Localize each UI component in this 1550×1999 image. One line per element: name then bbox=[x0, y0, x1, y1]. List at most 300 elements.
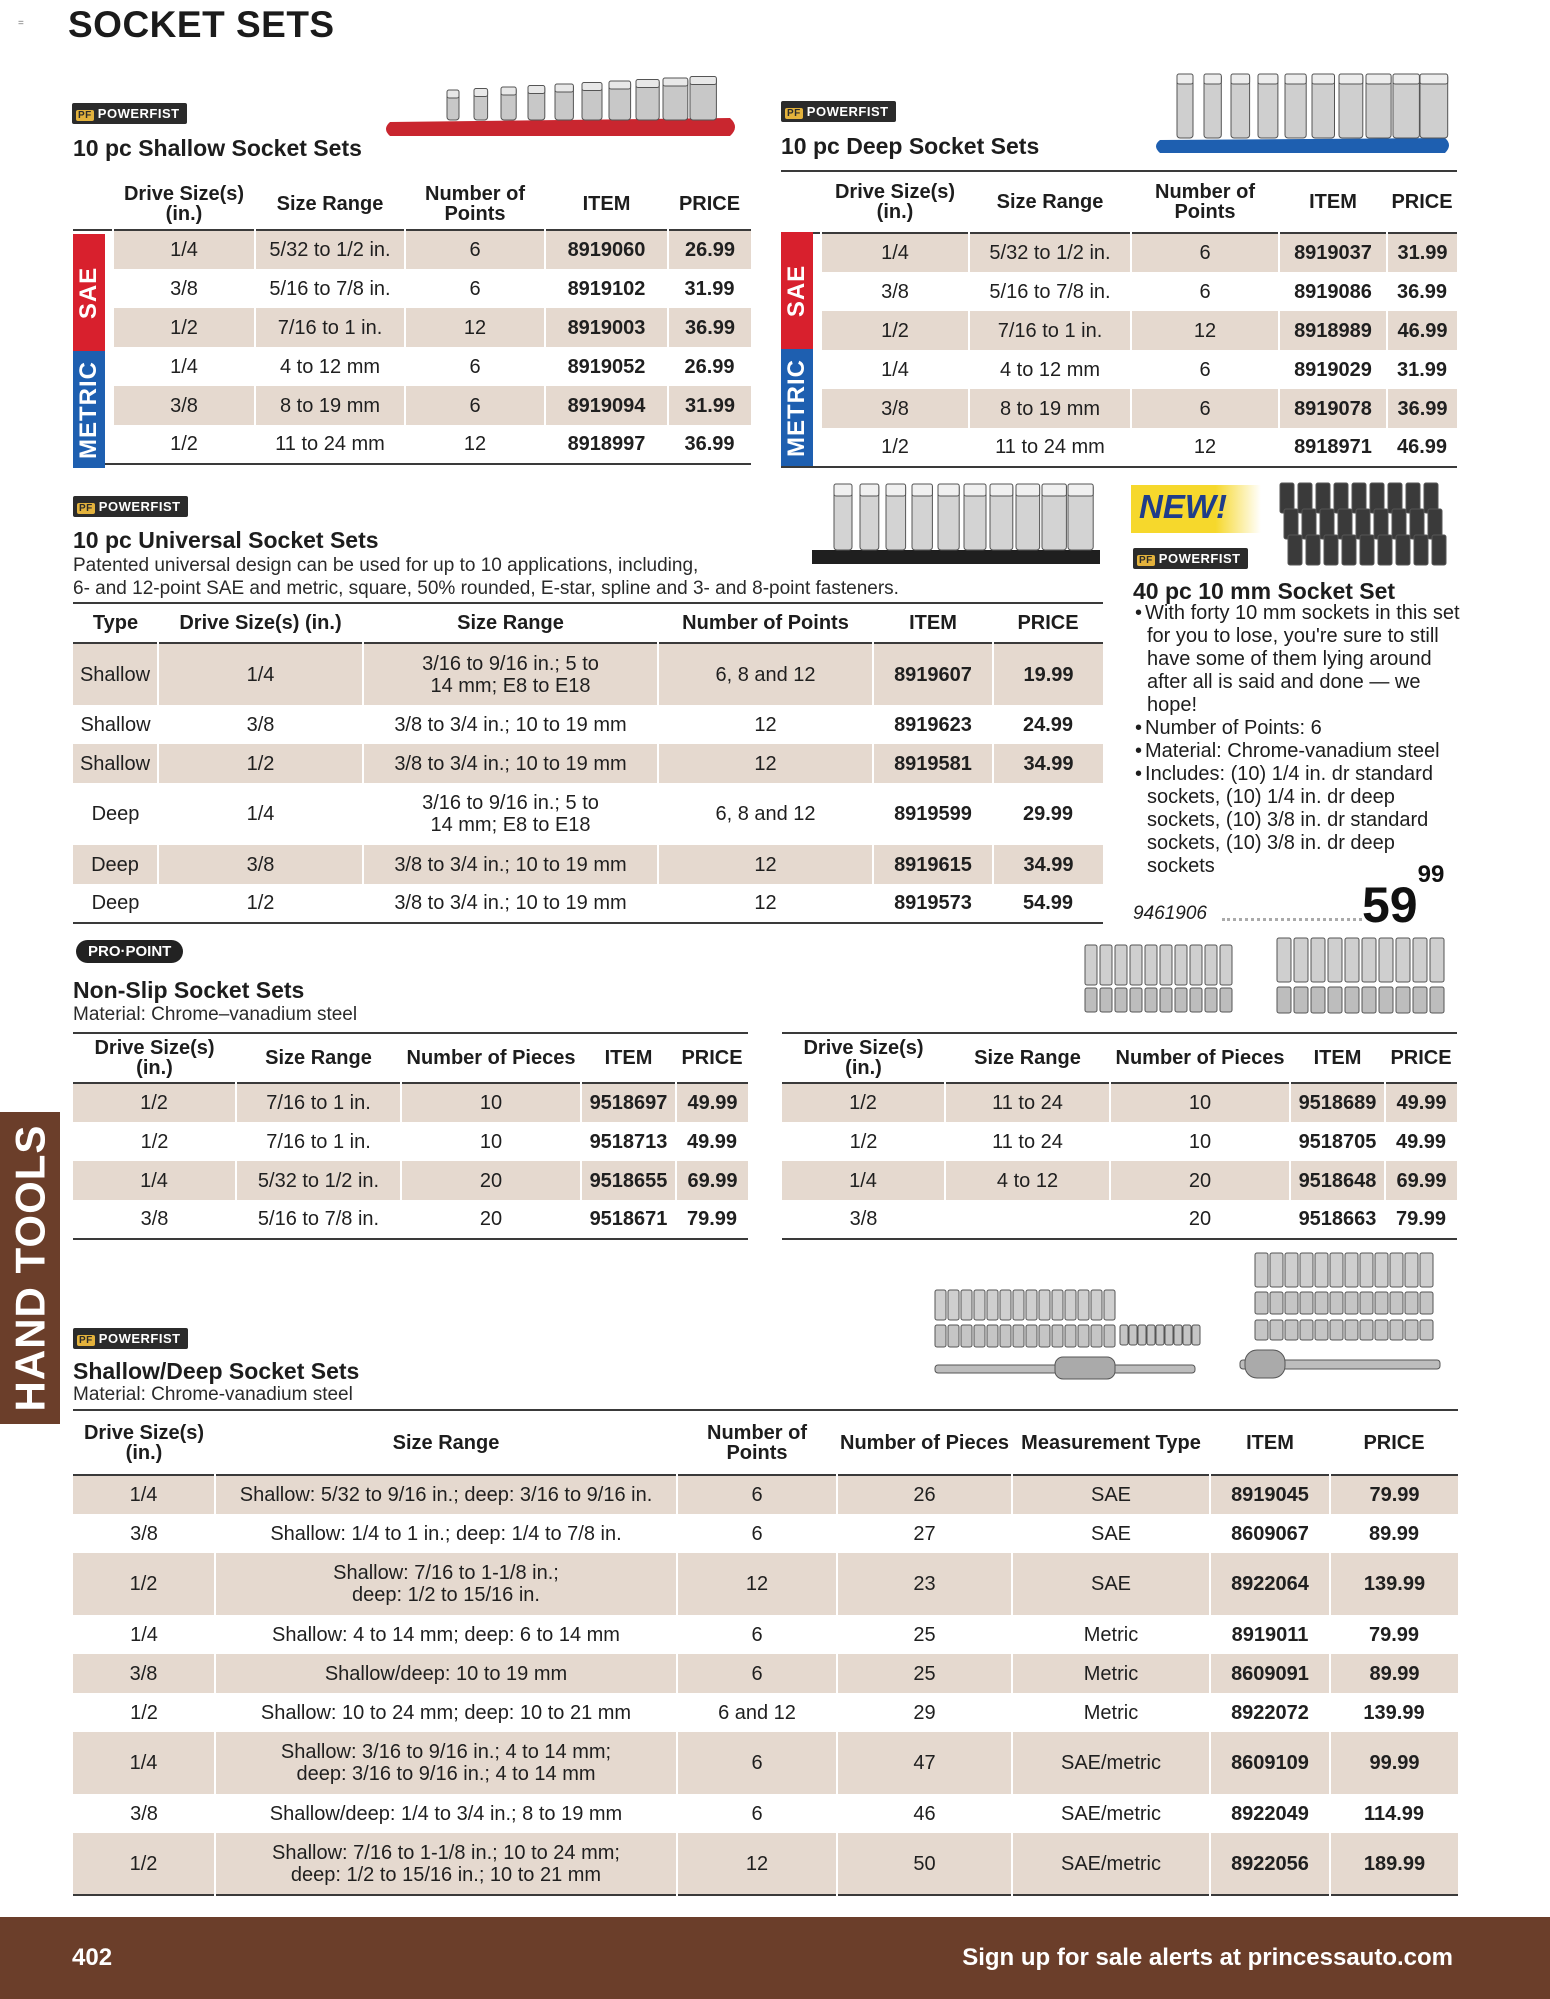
socket-shape bbox=[1294, 987, 1308, 1013]
socket-shape bbox=[1328, 987, 1342, 1013]
table-cell: 8 to 19 mm bbox=[255, 386, 405, 425]
table-cell: 139.99 bbox=[1330, 1553, 1458, 1615]
socket-shape bbox=[1231, 74, 1250, 84]
table-cell: Deep bbox=[91, 892, 140, 914]
socket-shape bbox=[1324, 535, 1338, 565]
table-cell: 12 bbox=[463, 433, 487, 455]
feature-item: • Material: Chrome-vanadium steel bbox=[1133, 740, 1463, 763]
table-cell: 11 to 24 bbox=[992, 1130, 1063, 1153]
table-cell bbox=[215, 1553, 677, 1615]
feature-item: • Number of Points: 6 bbox=[1133, 717, 1463, 740]
table-row bbox=[73, 744, 1103, 783]
table-cell: 3/8 bbox=[158, 845, 363, 884]
section-description: 6- and 12-point SAE and metric, square, 50% rounded, E-star, spline and 3- and 8-point fasteners. bbox=[73, 578, 899, 599]
table-cell: 3/8 bbox=[140, 1208, 169, 1230]
col-header: Size Range bbox=[276, 192, 384, 215]
brand-mark: PF bbox=[787, 108, 801, 119]
socket-shape bbox=[1145, 945, 1157, 985]
table-row bbox=[73, 1122, 748, 1161]
socket-shape bbox=[1420, 74, 1448, 84]
brand-logo-powerfist: PF POWERFIST bbox=[72, 103, 187, 124]
footer-bar bbox=[0, 1917, 1550, 1999]
table-cell: 9518697 bbox=[581, 1083, 676, 1122]
socket-shape bbox=[1270, 1253, 1283, 1287]
brand-mark: PF bbox=[79, 1335, 93, 1346]
size-range-line: Shallow: 7/16 to 1-1/8 in.; 10 to 24 mm; bbox=[272, 1841, 620, 1864]
table-cell: 8922064 bbox=[1210, 1553, 1330, 1615]
socket-shape bbox=[1405, 1320, 1418, 1340]
table-cell: 69.99 bbox=[1385, 1161, 1457, 1200]
table-cell: 189.99 bbox=[1330, 1833, 1458, 1895]
table-cell: 5/16 to 7/8 in. bbox=[257, 1208, 380, 1230]
table-row bbox=[782, 1083, 1457, 1122]
table-cell: 3/8 bbox=[113, 386, 255, 425]
size-range-line: 14 mm; E8 to E18 bbox=[430, 814, 591, 836]
col-header: ITEM bbox=[1246, 1431, 1294, 1454]
table-cell: 5/16 to 7/8 in. bbox=[269, 277, 391, 300]
table-cell bbox=[215, 1833, 677, 1895]
socket-shape bbox=[1360, 1320, 1373, 1340]
socket-shape bbox=[1091, 1325, 1102, 1347]
socket-shape bbox=[1285, 1320, 1298, 1340]
table-cell: 8919599 bbox=[894, 803, 972, 825]
size-range-line: Shallow: 3/16 to 9/16 in.; 4 to 14 mm; bbox=[280, 1741, 612, 1763]
table-cell bbox=[945, 1200, 1110, 1239]
size-range-line: deep: 1/2 to 15/16 in.; 10 to 21 mm bbox=[290, 1863, 602, 1886]
brand-logo-powerfist: PF POWERFIST bbox=[781, 101, 896, 122]
table-row bbox=[73, 1514, 1458, 1553]
table-cell: 1/4 bbox=[170, 355, 198, 378]
table-cell: 89.99 bbox=[1368, 1522, 1420, 1545]
size-range-line: 3/8 to 3/4 in.; 10 to 19 mm bbox=[394, 892, 627, 914]
socket-shape bbox=[1258, 74, 1278, 84]
table-row bbox=[781, 311, 1457, 350]
socket-shape bbox=[1220, 945, 1232, 985]
brand-logo-powerfist: PF POWERFIST bbox=[1133, 548, 1248, 569]
table-cell: 79.99 bbox=[1395, 1208, 1447, 1230]
table-cell: 8609091 bbox=[1210, 1654, 1330, 1693]
feature-item: • Includes: (10) 1/4 in. dr standard sockets, (10) 1/4 in. dr deep sockets, (10) 3/8 in. dr standard sockets, (10) 3/8 in. dr deep sockets bbox=[1133, 763, 1463, 878]
socket-shape bbox=[1065, 1325, 1076, 1347]
socket-shape bbox=[1016, 484, 1040, 496]
socket-shape bbox=[1405, 1292, 1418, 1314]
table-cell: 1/2 bbox=[821, 311, 969, 350]
size-range-line: deep: 1/2 to 15/16 in. bbox=[352, 1584, 540, 1606]
socket-shape bbox=[1192, 1325, 1200, 1345]
table-cell: 6 bbox=[677, 1654, 837, 1693]
size-range-line: Shallow: 7/16 to 1-1/8 in.; bbox=[333, 1562, 559, 1584]
table-row bbox=[73, 269, 751, 308]
table-row bbox=[781, 233, 1457, 272]
socket-shape bbox=[1413, 938, 1427, 982]
table-cell bbox=[363, 705, 658, 744]
table-row bbox=[73, 308, 751, 347]
table-row bbox=[73, 1200, 748, 1239]
socket-shape bbox=[1270, 1292, 1283, 1314]
socket-shape bbox=[1013, 1325, 1024, 1347]
socket-shape bbox=[1339, 74, 1363, 84]
table-cell: 11 to 24 bbox=[945, 1083, 1110, 1122]
socket-shape bbox=[1220, 988, 1232, 1012]
table-cell: 6 bbox=[405, 386, 545, 425]
table-cell: 47 bbox=[837, 1732, 1012, 1794]
socket-shape bbox=[948, 1325, 959, 1347]
table-cell: 49.99 bbox=[676, 1083, 748, 1122]
shallow-table bbox=[73, 178, 751, 465]
socket-shape bbox=[1147, 1325, 1155, 1345]
table-row bbox=[73, 1161, 748, 1200]
socket-shape bbox=[961, 1290, 972, 1320]
socket-shape bbox=[1306, 535, 1320, 565]
table-row bbox=[73, 1654, 1458, 1693]
brand-logo-powerfist: PF POWERFIST bbox=[73, 1328, 188, 1349]
socket-shape bbox=[1396, 535, 1410, 565]
product-image-shallowdeep-set-a bbox=[925, 1285, 1210, 1395]
table-row bbox=[73, 783, 1103, 845]
socket-shape bbox=[1138, 1325, 1146, 1345]
table-cell: 139.99 bbox=[1363, 1701, 1425, 1724]
table-cell: 79.99 bbox=[1368, 1623, 1420, 1646]
table-cell: 6 bbox=[405, 230, 545, 269]
table-cell: 6 bbox=[751, 1802, 763, 1825]
socket-shape bbox=[1156, 1325, 1164, 1345]
col-header: Drive Size(s) (in.) bbox=[803, 1037, 924, 1079]
table-row bbox=[73, 386, 751, 425]
table-cell: 8919052 bbox=[567, 355, 646, 378]
table-cell: Metric bbox=[1083, 1701, 1139, 1724]
size-range-line: Shallow: 1/4 to 1 in.; deep: 1/4 to 7/8 in. bbox=[270, 1522, 622, 1545]
table-cell: 34.99 bbox=[993, 744, 1103, 783]
table-cell: 6 bbox=[677, 1732, 837, 1794]
socket-shape bbox=[1432, 535, 1446, 565]
table-cell: 29.99 bbox=[1022, 803, 1074, 825]
table-row bbox=[782, 1200, 1457, 1239]
socket-shape bbox=[501, 87, 516, 95]
table-cell: 99.99 bbox=[1330, 1732, 1458, 1794]
table-cell: 8919607 bbox=[873, 643, 993, 705]
side-banner: HAND TOOLS bbox=[0, 1112, 60, 1424]
table-cell: 79.99 bbox=[686, 1208, 738, 1230]
table-cell: 3/8 bbox=[170, 277, 198, 300]
table-cell: 1/2 bbox=[73, 1083, 236, 1122]
table-cell: 49.99 bbox=[1385, 1083, 1457, 1122]
table-cell bbox=[363, 845, 658, 884]
socket-shape bbox=[1311, 938, 1325, 982]
table-row bbox=[73, 230, 751, 269]
col-header: Size Range bbox=[996, 191, 1104, 213]
socket-shape bbox=[974, 1290, 985, 1320]
socket-shape bbox=[1052, 1290, 1063, 1320]
brand-logo-powerfist: PF POWERFIST bbox=[73, 496, 188, 517]
table-cell: 8919615 bbox=[873, 845, 993, 884]
table-cell: 8919045 bbox=[1210, 1475, 1330, 1514]
socket-shape bbox=[1085, 988, 1097, 1012]
section-title: Non-Slip Socket Sets bbox=[73, 977, 305, 1003]
table-cell: 1/4 bbox=[881, 358, 909, 381]
table-cell: 9518671 bbox=[589, 1208, 668, 1230]
table-cell: 46 bbox=[913, 1802, 936, 1825]
socket-shape bbox=[1345, 1253, 1358, 1287]
socket-shape bbox=[1190, 988, 1202, 1012]
table-cell bbox=[363, 744, 658, 783]
table-cell: 36.99 bbox=[1387, 389, 1457, 428]
table-cell: 3/8 bbox=[849, 1208, 878, 1230]
table-cell: 11 to 24 mm bbox=[995, 436, 1105, 458]
socket-shape bbox=[1345, 1320, 1358, 1340]
table-cell: 31.99 bbox=[684, 277, 735, 300]
universal-table bbox=[73, 602, 1103, 924]
section-title: 40 pc 10 mm Socket Set bbox=[1133, 578, 1396, 604]
col-header: Drive Size(s) (in.) bbox=[83, 1421, 205, 1464]
product-image-nonslip-set-b bbox=[1272, 935, 1452, 1020]
size-range-line: Shallow/deep: 10 to 19 mm bbox=[324, 1662, 568, 1685]
table-cell: 25 bbox=[837, 1654, 1012, 1693]
shallowdeep-table bbox=[73, 1409, 1458, 1896]
table-cell: 12 bbox=[677, 1833, 837, 1895]
table-cell bbox=[215, 1475, 677, 1514]
table-cell: 5/32 to 1/2 in. bbox=[255, 230, 405, 269]
size-range-line: 3/8 to 3/4 in.; 10 to 19 mm bbox=[394, 713, 627, 736]
socket-shape bbox=[1115, 945, 1127, 985]
table-row bbox=[73, 1615, 1458, 1654]
socket-shape bbox=[1414, 535, 1428, 565]
table-cell: 79.99 bbox=[1330, 1475, 1458, 1514]
product-image-universal-sockets bbox=[812, 482, 1102, 570]
socket-shape bbox=[1396, 938, 1410, 982]
col-header: ITEM bbox=[582, 192, 631, 215]
table-cell: 26.99 bbox=[684, 355, 735, 378]
col-header: Size Range bbox=[265, 1047, 372, 1069]
socket-shape bbox=[1390, 1292, 1403, 1314]
table-cell: 1/2 bbox=[782, 1083, 945, 1122]
table-cell: SAE bbox=[1012, 1553, 1210, 1615]
table-cell: 8919573 bbox=[894, 892, 972, 914]
socket-shape bbox=[1345, 938, 1359, 982]
socket-shape bbox=[1104, 1290, 1115, 1320]
product-image-nonslip-set-a bbox=[1080, 940, 1240, 1020]
col-header: Number of Points bbox=[682, 612, 849, 634]
table-row bbox=[781, 428, 1457, 467]
socket-shape bbox=[1091, 1290, 1102, 1320]
table-cell: 7/16 to 1 in. bbox=[969, 311, 1131, 350]
table-cell bbox=[363, 783, 658, 845]
socket-shape bbox=[1100, 945, 1112, 985]
socket-shape bbox=[964, 484, 986, 496]
table-cell: 11 to 24 mm bbox=[275, 433, 385, 455]
socket-shape bbox=[1270, 1320, 1283, 1340]
corner-mark: = bbox=[18, 18, 24, 29]
table-row bbox=[73, 425, 751, 464]
table-cell: 12 bbox=[1131, 311, 1279, 350]
table-cell: 6 bbox=[751, 1623, 763, 1646]
table-cell bbox=[363, 643, 658, 705]
table-row bbox=[781, 272, 1457, 311]
table-cell: 3/8 bbox=[881, 280, 909, 303]
table-cell: 8919623 bbox=[894, 713, 972, 736]
table-row bbox=[73, 1553, 1458, 1615]
size-range-line: Shallow: 5/32 to 9/16 in.; deep: 3/16 to 9/16 in. bbox=[239, 1484, 653, 1506]
product-image-shallow-sockets bbox=[385, 70, 740, 142]
col-header: ITEM bbox=[604, 1047, 653, 1069]
table-cell: 8609067 bbox=[1231, 1522, 1309, 1545]
table-cell: 6 and 12 bbox=[718, 1701, 796, 1724]
table-row bbox=[73, 643, 1103, 705]
socket-shape bbox=[1130, 945, 1142, 985]
socket-shape bbox=[1277, 938, 1291, 982]
table-cell: 1/4 bbox=[73, 1161, 236, 1200]
socket-shape bbox=[1366, 74, 1391, 84]
socket-shape bbox=[1396, 987, 1410, 1013]
table-cell: 12 bbox=[1193, 436, 1217, 458]
sae-tab: SAE bbox=[73, 234, 105, 351]
socket-shape bbox=[1026, 1325, 1037, 1347]
product-image-shallowdeep-set-b bbox=[1235, 1250, 1455, 1405]
socket-shape bbox=[1430, 938, 1444, 982]
table-cell: 1/2 bbox=[73, 1833, 215, 1895]
table-cell: 69.99 bbox=[676, 1161, 748, 1200]
table-cell: Deep bbox=[91, 803, 140, 825]
price: $59^{99}$ bbox=[1362, 861, 1445, 933]
table-cell: 20 bbox=[1110, 1161, 1290, 1200]
socket-shape bbox=[1375, 1320, 1388, 1340]
socket-shape bbox=[1052, 1325, 1063, 1347]
socket-shape bbox=[1378, 535, 1392, 565]
col-header: Type bbox=[92, 612, 139, 634]
table-cell: 1/4 bbox=[158, 643, 363, 705]
col-header: Size Range bbox=[974, 1047, 1081, 1069]
section-title: 10 pc Universal Socket Sets bbox=[73, 527, 379, 553]
section-material: Material: Chrome–vanadium steel bbox=[73, 1004, 358, 1025]
table-cell: 20 bbox=[479, 1208, 503, 1230]
socket-shape bbox=[1294, 938, 1308, 982]
socket-shape bbox=[1255, 1320, 1268, 1340]
col-header: Number of Pieces bbox=[840, 1431, 1009, 1454]
section-description: Patented universal design can be used for up to 10 applications, including, bbox=[73, 555, 699, 576]
table-cell: 46.99 bbox=[1396, 436, 1448, 458]
table-cell: 5/32 to 1/2 in. bbox=[236, 1161, 401, 1200]
table-cell: Shallow bbox=[73, 643, 158, 705]
table-cell: 26 bbox=[837, 1475, 1012, 1514]
table-cell: 8919003 bbox=[545, 308, 668, 347]
socket-shape bbox=[1360, 535, 1374, 565]
socket-shape bbox=[1160, 988, 1172, 1012]
deep-table bbox=[781, 170, 1457, 468]
socket-shape bbox=[1420, 1320, 1433, 1340]
table-cell: 36.99 bbox=[668, 308, 751, 347]
table-cell: 1/2 bbox=[881, 436, 909, 458]
socket-shape bbox=[1130, 988, 1142, 1012]
table-cell: 9518689 bbox=[1290, 1083, 1385, 1122]
table-cell: 8922056 bbox=[1210, 1833, 1330, 1895]
table-cell: 12 bbox=[677, 1553, 837, 1615]
socket-shape bbox=[1420, 1253, 1433, 1287]
size-range-line: 3/8 to 3/4 in.; 10 to 19 mm bbox=[394, 752, 627, 775]
socket-shape bbox=[987, 1325, 998, 1347]
socket-shape bbox=[1100, 988, 1112, 1012]
table-cell: 20 bbox=[401, 1161, 581, 1200]
table-cell: 89.99 bbox=[1330, 1654, 1458, 1693]
socket-shape bbox=[1285, 1292, 1298, 1314]
table-cell bbox=[215, 1732, 677, 1794]
table-cell bbox=[215, 1514, 677, 1553]
table-cell: 1/2 bbox=[73, 1553, 215, 1615]
table-cell: 12 bbox=[658, 744, 873, 783]
table-cell: Shallow bbox=[73, 744, 158, 783]
table-cell: 7/16 to 1 in. bbox=[266, 1130, 371, 1153]
table-cell: 6 bbox=[469, 277, 481, 300]
table-cell: Metric bbox=[1012, 1654, 1210, 1693]
section-material: Material: Chrome-vanadium steel bbox=[73, 1384, 353, 1405]
table-row bbox=[782, 1161, 1457, 1200]
socket-shape bbox=[1288, 535, 1302, 565]
table-cell: 1/2 bbox=[158, 744, 363, 783]
table-cell: 1/4 bbox=[130, 1623, 158, 1646]
col-header: Drive Size(s) (in.) bbox=[179, 612, 342, 634]
table-cell: 1/2 bbox=[849, 1130, 878, 1153]
socket-shape bbox=[1360, 1292, 1373, 1314]
socket-shape bbox=[1360, 1253, 1373, 1287]
socket-shape bbox=[1379, 987, 1393, 1013]
table-cell: 3/8 bbox=[130, 1802, 158, 1825]
table-cell: 24.99 bbox=[1022, 713, 1074, 736]
size-range-line: deep: 3/16 to 9/16 in.; 4 to 14 mm bbox=[296, 1763, 596, 1785]
product-image-deep-sockets bbox=[1155, 70, 1455, 160]
table-cell: 8919086 bbox=[1294, 280, 1372, 303]
table-cell: 8 to 19 mm bbox=[969, 389, 1131, 428]
socket-shape bbox=[1345, 987, 1359, 1013]
table-row bbox=[73, 1794, 1458, 1833]
socket-shape bbox=[1085, 945, 1097, 985]
footer-link[interactable]: Sign up for sale alerts at princessauto.com bbox=[962, 1944, 1453, 1971]
socket-shape bbox=[1362, 938, 1376, 982]
col-header: Size Range bbox=[457, 612, 564, 634]
socket-shape bbox=[1160, 945, 1172, 985]
table-row bbox=[73, 347, 751, 386]
table-cell: 19.99 bbox=[993, 643, 1103, 705]
table-cell: 1/4 bbox=[113, 230, 255, 269]
socket-shape bbox=[1342, 535, 1356, 565]
table-cell: SAE/metric bbox=[1012, 1833, 1210, 1895]
table-cell: 7/16 to 1 in. bbox=[255, 308, 405, 347]
table-cell: 1/2 bbox=[113, 308, 255, 347]
socket-shape bbox=[1120, 1325, 1128, 1345]
socket-shape bbox=[1065, 1290, 1076, 1320]
socket-shape bbox=[1315, 1320, 1328, 1340]
table-cell: 36.99 bbox=[1396, 280, 1448, 303]
table-row bbox=[73, 1475, 1458, 1514]
table-cell: 49.99 bbox=[1395, 1130, 1447, 1153]
socket-shape bbox=[1430, 987, 1444, 1013]
col-header: ITEM bbox=[1313, 1047, 1362, 1069]
product-image-40pc-set bbox=[1275, 478, 1450, 568]
table-cell: 23 bbox=[837, 1553, 1012, 1615]
socket-shape bbox=[1375, 1292, 1388, 1314]
socket-shape bbox=[1390, 1253, 1403, 1287]
table-cell: Deep bbox=[73, 845, 158, 884]
table-cell: 10 bbox=[1110, 1083, 1290, 1122]
col-header: Drive Size(s) (in.) bbox=[834, 181, 956, 223]
table-row bbox=[73, 1732, 1458, 1794]
table-cell: 49.99 bbox=[686, 1130, 738, 1153]
table-cell: 10 bbox=[1188, 1130, 1212, 1153]
socket-shape bbox=[1330, 1253, 1343, 1287]
table-cell: 12 bbox=[754, 892, 777, 914]
col-header: PRICE bbox=[1017, 612, 1079, 634]
table-cell: 8609109 bbox=[1210, 1732, 1330, 1794]
table-cell: 25 bbox=[913, 1623, 936, 1646]
metric-tab: METRIC bbox=[781, 349, 813, 466]
socket-shape bbox=[1078, 1325, 1089, 1347]
